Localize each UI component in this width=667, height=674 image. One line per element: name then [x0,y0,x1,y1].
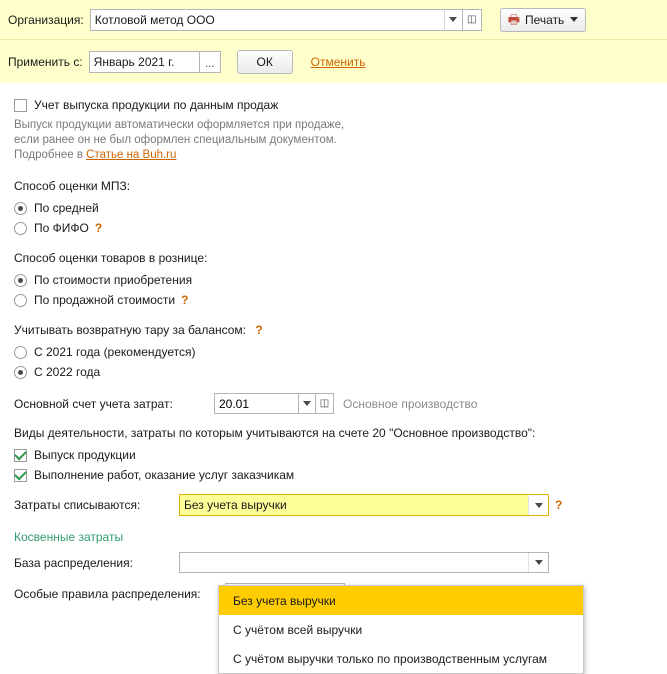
activity-release-products-checkbox[interactable] [14,449,27,462]
activity-works-services-label: Выполнение работ, оказание услуг заказчикам [34,468,295,482]
release-hint-line-1: Выпуск продукции автоматически оформляется при продаже, [14,119,345,131]
retail-option-cost-label: По стоимости приобретения [34,273,193,287]
organization-input[interactable] [90,9,444,31]
write-off-combobox[interactable] [179,494,549,516]
special-rules-label: Особые правила распределения: [14,586,201,601]
activity-works-services-checkbox[interactable] [14,469,27,482]
write-off-value: Без учета выручки [180,495,528,515]
mpz-option-average-label: По средней [34,201,99,215]
retail-radio-sale-price[interactable] [14,294,27,307]
help-icon[interactable]: ? [181,293,189,307]
mpz-option-fifo[interactable] [14,221,653,235]
main-account-input[interactable] [214,393,298,414]
apply-from-label: Применить с: [8,54,83,69]
activity-release-products-label: Выпуск продукции [34,448,136,462]
help-icon[interactable]: ? [94,221,103,235]
release-by-sales-checkbox[interactable] [14,99,27,112]
mpz-option-average[interactable] [14,201,653,215]
release-by-sales-checkbox-row[interactable] [14,98,653,112]
returnable-radio-2022[interactable] [14,366,27,379]
distribution-base-combobox[interactable] [179,552,549,573]
print-button-label: Печать [525,12,565,27]
open-list-icon[interactable]: ◫ [315,393,334,414]
chevron-down-icon[interactable] [528,495,548,515]
dropdown-option-without-revenue[interactable]: Без учета выручки [219,586,583,615]
activities-title: Виды деятельности, затраты по которым учитываются на счете 20 "Основное производство": [14,426,536,440]
write-off-dropdown-list[interactable] [218,585,584,674]
organization-field-group [90,9,482,31]
mpz-radio-average[interactable] [14,202,27,215]
retail-radio-cost[interactable] [14,274,27,287]
calendar-picker-icon[interactable]: ... [199,51,221,73]
returnable-option-2021-label: С 2021 года (рекомендуется) [34,345,196,359]
print-button[interactable] [500,8,587,32]
chevron-down-icon[interactable] [570,17,578,22]
retail-option-cost[interactable] [14,273,653,287]
release-hint [14,118,653,163]
retail-option-sale-price-label: По продажной стоимости [34,293,176,307]
mpz-title: Способ оценки МПЗ: [14,179,131,193]
main-account-label: Основной счет учета затрат: [14,396,173,411]
main-account-row [14,393,653,414]
organization-toolbar [0,0,667,40]
retail-title: Способ оценки товаров в рознице: [14,251,208,265]
dropdown-option-production-services-revenue[interactable]: С учётом выручки только по производственным услугам [233,651,548,666]
ok-button[interactable]: ОК [237,50,293,74]
main-account-description: Основное производство [343,396,478,411]
activity-works-services-row[interactable] [14,468,653,482]
release-hint-prefix: Подробнее в [14,149,87,161]
printer-icon: 🖶 [507,12,520,27]
open-list-icon[interactable]: ◫ [462,9,482,31]
release-hint-line-2: если ранее он не был оформлен специальным документом. [14,134,337,146]
chevron-down-icon[interactable] [444,9,462,31]
apply-from-bar [0,40,667,84]
dropdown-option-all-revenue[interactable]: С учётом всей выручки [233,622,363,637]
distribution-base-row [14,552,653,573]
returnable-title: Учитывать возвратную тару за балансом: [14,323,247,337]
help-icon[interactable]: ? [255,323,263,337]
apply-from-date-input[interactable] [89,51,199,73]
cancel-link[interactable]: Отменить [310,54,366,69]
returnable-option-2022[interactable] [14,365,653,379]
release-by-sales-label: Учет выпуска продукции по данным продаж [34,98,279,112]
buh-ru-article-link[interactable]: Статье на Buh.ru [86,149,177,161]
returnable-option-2021[interactable] [14,345,653,359]
write-off-row [14,494,653,516]
settings-content [0,84,667,604]
organization-label: Организация: [8,12,84,27]
returnable-option-2022-label: С 2022 года [34,365,101,379]
chevron-down-icon[interactable] [298,393,315,414]
help-icon[interactable]: ? [555,498,563,512]
mpz-radio-fifo[interactable] [14,222,27,235]
indirect-costs-title: Косвенные затраты [14,530,124,544]
distribution-base-value [180,553,528,572]
distribution-base-label: База распределения: [14,555,133,570]
activity-release-products-row[interactable] [14,448,653,462]
release-hint-line-3 [14,148,653,163]
chevron-down-icon[interactable] [528,553,548,572]
returnable-title-row [14,323,653,337]
write-off-label: Затраты списываются: [14,498,141,512]
mpz-option-fifo-label: По ФИФО [34,221,89,235]
returnable-radio-2021[interactable] [14,346,27,359]
retail-option-sale-price[interactable] [14,293,653,307]
